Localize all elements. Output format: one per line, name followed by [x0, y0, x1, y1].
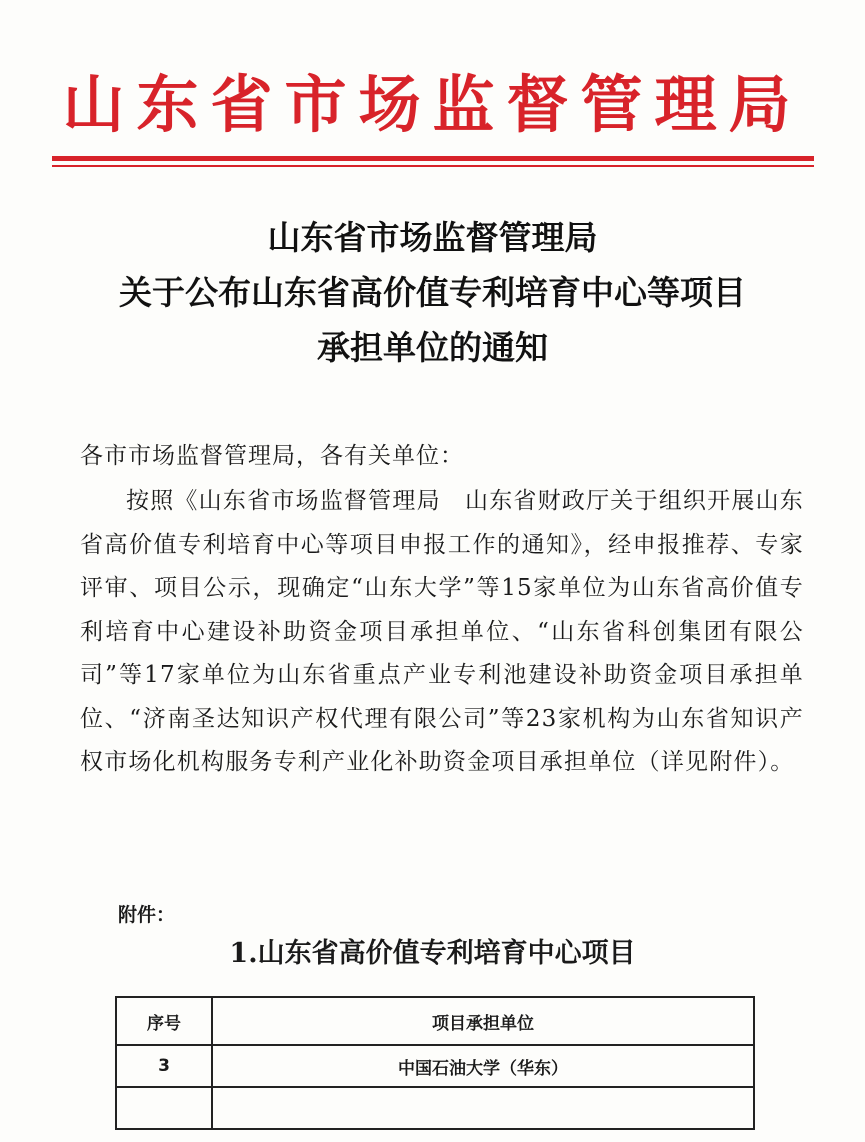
salutation: 各市市场监督管理局，各有关单位：: [80, 443, 464, 469]
table-row: [116, 1045, 754, 1087]
table-row-partial: [116, 1087, 754, 1129]
cell-serial-number: 3: [116, 1045, 212, 1087]
units-table: [115, 996, 755, 1130]
attachment-label: 附件：: [118, 904, 176, 926]
masthead: 山东省市场监督管理局: [62, 68, 803, 141]
cell-empty: [116, 1087, 212, 1129]
masthead-rule-thin: [52, 165, 814, 167]
document-title-line-2: 关于公布山东省高价值专利培育中心等项目: [119, 273, 746, 312]
document-title-line-1: 山东省市场监督管理局: [267, 218, 598, 257]
cell-empty: [212, 1087, 754, 1129]
header-serial-number: 序号: [116, 997, 212, 1045]
cell-unit: 中国石油大学（华东）: [212, 1045, 754, 1087]
body-paragraph: 按照《山东省市场监督管理局 山东省财政厅关于组织开展山东省高价值专利培育中心等项目申报工作的通知》，经申报推荐、专家评审、项目公示，现确定“山东大学”等15家单位为山东省高价值专利培育中心建设补助资金项目承担单位、“山东省科创集团有限公司”等17家单位为山东省重点产业专利池建设补助资金项目承担单位、“济南圣达知识产权代理有限公司”等23家机构为山东省知识产权市场化机构服务专利产业化补助资金项目承担单位（详见附件）。: [80, 488, 804, 775]
document-title-line-3: 承担单位的通知: [317, 328, 548, 367]
header-unit: 项目承担单位: [212, 997, 754, 1045]
table-header-row: [116, 997, 754, 1045]
attachment-title: 1.山东省高价值专利培育中心项目: [229, 938, 636, 969]
masthead-rule-thick: [52, 156, 814, 161]
